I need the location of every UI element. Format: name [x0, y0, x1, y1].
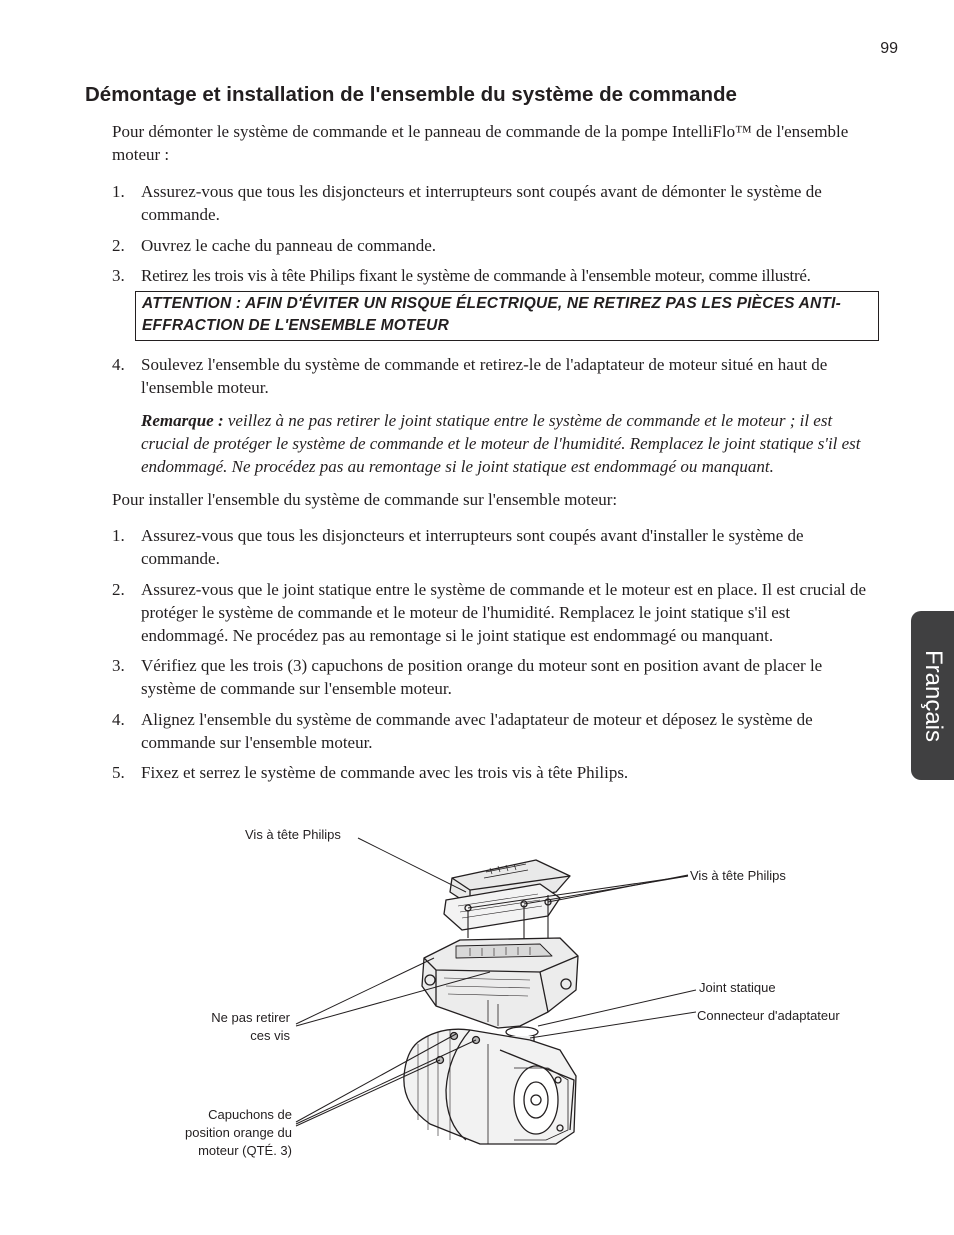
label-screw-left: Vis à tête Philips: [245, 827, 341, 842]
step-text: Assurez-vous que tous les disjoncteurs et interrupteurs sont coupés avant de démonter le système de commande.: [141, 182, 822, 224]
label-adapter-connector: Connecteur d'adaptateur: [697, 1008, 840, 1023]
language-tab: [911, 611, 954, 780]
label-line: Capuchons de: [208, 1107, 292, 1122]
pump-assembly-figure: [0, 800, 954, 1180]
installation-intro: Pour installer l'ensemble du système de commande sur l'ensemble moteur:: [112, 490, 618, 509]
step-text: Vérifiez que les trois (3) capuchons de position orange du moteur sont en position avant de placer le système de commande sur l'ensemble moteur.: [141, 656, 823, 698]
label-line: ces vis: [250, 1028, 290, 1043]
step-number: 5.: [112, 763, 125, 782]
removal-intro: Pour démonter le système de commande et le panneau de commande de la pompe IntelliFlo™ de l'ensemble moteur :: [112, 122, 849, 164]
label-line: position orange du: [185, 1125, 292, 1140]
label-screw-right: Vis à tête Philips: [690, 868, 786, 883]
removal-step-3: [112, 264, 880, 287]
step-number: 4.: [112, 355, 125, 374]
installation-step-5: [112, 761, 880, 784]
main-content: [112, 120, 880, 792]
step-number: 4.: [112, 709, 125, 729]
installation-step-3: [112, 654, 880, 700]
removal-step-2: [112, 234, 880, 257]
step-number: 2.: [112, 579, 125, 599]
warning-box: ATTENTION : AFIN D'ÉVITER UN RISQUE ÉLECTRIQUE, NE RETIREZ PAS LES PIÈCES ANTI-EFFRACTION DE L'ENSEMBLE MOTEUR: [135, 291, 879, 341]
language-tab-label: Français: [919, 649, 947, 742]
removal-steps: [112, 180, 880, 478]
step-text: Assurez-vous que tous les disjoncteurs et interrupteurs sont coupés avant d'installer le système de commande.: [141, 526, 804, 568]
page-number: 99: [880, 40, 898, 57]
note-label: Remarque :: [141, 411, 224, 430]
installation-step-4: [112, 708, 880, 754]
motor-body: [404, 1029, 576, 1144]
pump-assembly-illustration: [0, 800, 954, 1180]
step-number: 1.: [112, 182, 125, 201]
section-heading: Démontage et installation de l'ensemble du système de commande: [85, 83, 737, 106]
step-text: Ouvrez le cache du panneau de commande.: [141, 235, 436, 255]
step-number: 3.: [112, 266, 125, 285]
step-number: 2.: [112, 235, 125, 255]
step-text: Retirez les trois vis à tête Philips fixant le système de commande à l'ensemble moteur, comme illustré.: [141, 266, 811, 285]
step-number: 1.: [112, 526, 125, 545]
note: [141, 409, 880, 478]
step-number: 3.: [112, 656, 125, 675]
label-orange-caps: [152, 1106, 292, 1160]
note-text: veillez à ne pas retirer le joint statique entre le système de commande et le moteur ; il est crucial de protéger le système de commande et le moteur de l'humidité. Remplacez le joint statique s'il est endommagé. Ne procédez pas au remontage si le joint statique est endommagé ou manquant.: [141, 411, 861, 476]
installation-step-1: [112, 524, 880, 570]
label-gasket: Joint statique: [699, 980, 776, 995]
warning-box-wrapper: [112, 291, 880, 341]
step-text: Assurez-vous que le joint statique entre le système de commande et le moteur est en place. Il est crucial de protéger le système de commande et le moteur de l'humidité. Remplacez le joint statique s'il est endommagé. Ne procédez pas au remontage si le joint statique est endommagé ou manquant.: [141, 579, 867, 645]
step-text: Fixez et serrez le système de commande avec les trois vis à tête Philips.: [141, 763, 629, 782]
label-line: Ne pas retirer: [211, 1010, 290, 1025]
installation-step-2: [112, 578, 880, 647]
step-text: Soulevez l'ensemble du système de commande et retirez-le de l'adaptateur de moteur situé en haut de l'ensemble moteur.: [141, 355, 828, 397]
installation-steps: [112, 524, 880, 784]
label-do-not-remove: [170, 1009, 290, 1045]
removal-step-4: [112, 353, 880, 478]
step-text: Alignez l'ensemble du système de commande avec l'adaptateur de moteur et déposez le système de commande sur l'ensemble moteur.: [141, 709, 813, 752]
label-line: moteur (QTÉ. 3): [198, 1143, 292, 1158]
removal-step-1: [112, 180, 880, 226]
drive-housing: [422, 938, 578, 1028]
